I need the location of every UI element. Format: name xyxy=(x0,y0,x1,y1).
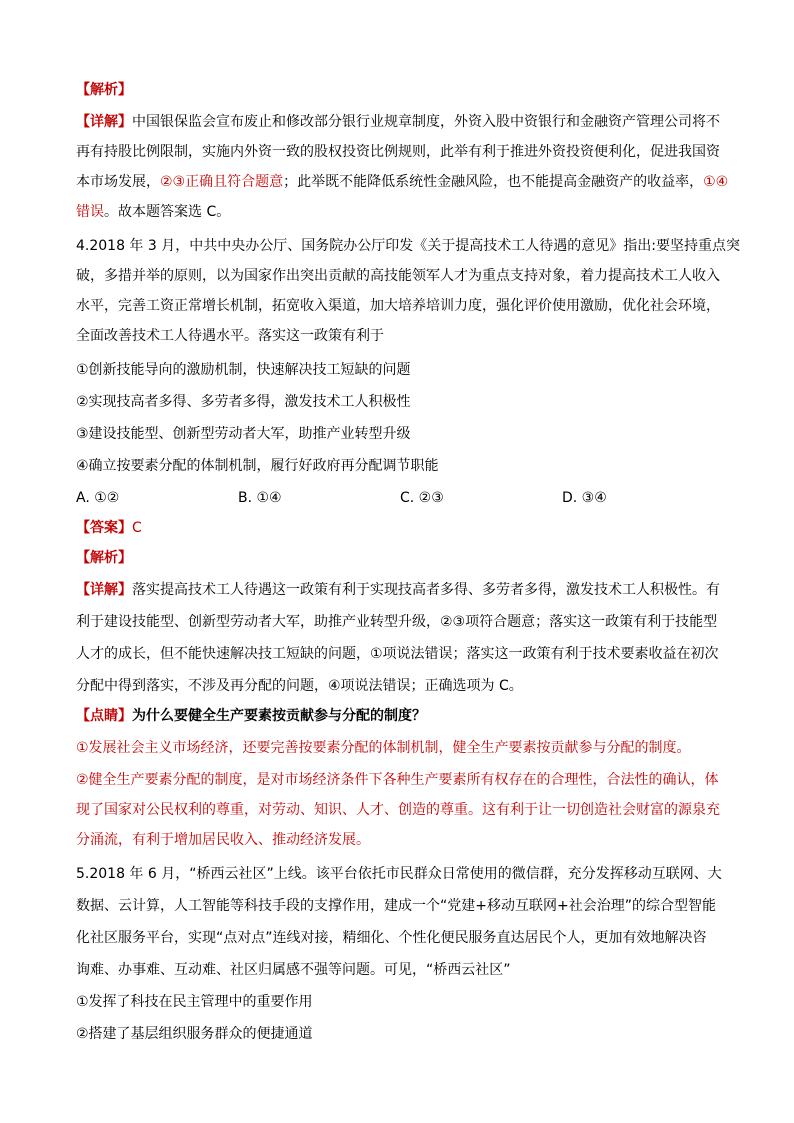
q4-stem-line-4: 全面改善技术工人待遇水平。落实这一政策有利于 xyxy=(76,328,384,344)
q4-stem-line-1: 4.2018 年 3 月，中共中央办公厅、国务院办公厅印发《关于提高技术工人待遇的意见》指出:要坚持重点突 xyxy=(76,238,740,254)
detail-label: 【详解】 xyxy=(76,114,132,130)
detail2-line-4: 分配中得到落实，不涉及再分配的问题，④项说法错误；正确选项为 C。 xyxy=(76,678,523,694)
q5-stem-line-2: 数据、云计算，人工智能等科技手段的支撑作用，建成一个“党建+移动互联网+社会治理”的综合型智能 xyxy=(76,898,716,914)
q4-stem-line-3: 水平，完善工资正常增长机制，拓宽收入渠道，加大培养培训力度，强化评价使用激励，优化社会环境， xyxy=(76,298,720,314)
tip-label: 【点睛】 xyxy=(76,708,132,724)
q4-choice-c: C. ②③ xyxy=(400,490,444,506)
tip-point-2-line-1: ②健全生产要素分配的制度，是对市场经济条件下各种生产要素所有权存在的合理性，合法性的确认，体 xyxy=(76,772,719,788)
q5-option-2: ②搭建了基层组织服务群众的便捷通道 xyxy=(76,1026,313,1042)
detail-line-3 xyxy=(76,172,729,192)
tip-point-2-line-2: 现了国家对公民权利的尊重，对劳动、知识、人才、创造的尊重。这有利于让一切创造社会财富的源泉充 xyxy=(76,802,720,818)
detail-text: 本市场发展， xyxy=(76,174,160,190)
detail-text: 中国银保监会宣布废止和修改部分银行业规章制度，外资入股中资银行和金融资产管理公司将不 xyxy=(132,114,720,130)
tip-point-1: ①发展社会主义市场经济，还要完善按要素分配的体制机制，健全生产要素按贡献参与分配的制度。 xyxy=(76,740,691,756)
answer-label: 【答案】 xyxy=(76,520,132,536)
detail-label-2: 【详解】 xyxy=(76,582,132,598)
detail-text: 。故本题答案选 C。 xyxy=(104,204,231,220)
detail-text: ；此举既不能降低系统性金融风险，也不能提高金融资产的收益率， xyxy=(283,174,704,190)
q5-stem-line-3: 化社区服务平台，实现“点对点”连线对接，精细化、个性化便民服务直达居民个人，更加有效地解决咨 xyxy=(76,930,707,946)
analysis-label-2: 【解析】 xyxy=(76,550,132,566)
q5-stem-line-1: 5.2018 年 6 月，“桥西云社区”上线。该平台依托市民群众日常使用的微信群，充分发挥移动互联网、大 xyxy=(76,866,722,882)
tip-title-line xyxy=(76,706,726,726)
detail-line-4 xyxy=(76,202,726,222)
detail2-line-1 xyxy=(76,580,726,600)
detail-line-2: 再有持股比例限制，实施内外资一致的股权投资比例规则，此举有利于推进外资投资便利化，促进我国资 xyxy=(76,144,720,160)
q4-option-3: ③建设技能型、创新型劳动者大军，助推产业转型升级 xyxy=(76,426,411,442)
q4-choice-a: A. ①② xyxy=(76,490,120,506)
q4-option-4: ④确立按要素分配的体制机制，履行好政府再分配调节职能 xyxy=(76,458,439,474)
q4-choice-d: D. ③④ xyxy=(562,490,607,506)
answer-value: C xyxy=(132,520,142,536)
wrong-options-text: ①④ xyxy=(703,174,729,190)
q4-stem-line-2: 破，多措并举的原则，以为国家作出突出贡献的高技能领军人才为重点支持对象，着力提高技术工人收入 xyxy=(76,268,720,284)
tip-point-2-line-3: 分涌流，有利于增加居民收入、推动经济发展。 xyxy=(76,832,370,848)
q4-option-2: ②实现技高者多得、多劳者多得，激发技术工人积极性 xyxy=(76,394,411,410)
detail-text: 落实提高技术工人待遇这一政策有利于实现技高者多得、多劳者多得，激发技术工人积极性。有 xyxy=(132,582,720,598)
analysis-label: 【解析】 xyxy=(76,82,132,98)
tip-title: 为什么要健全生产要素按贡献参与分配的制度？ xyxy=(132,708,426,724)
detail-line-1 xyxy=(76,112,726,132)
q4-choice-b: B. ①④ xyxy=(238,490,282,506)
q4-option-1: ①创新技能导向的激励机制，快速解决技工短缺的问题 xyxy=(76,362,411,378)
q5-stem-line-4: 询难、办事难、互动难、社区归属感不强等问题。可见，“桥西云社区” xyxy=(76,962,511,978)
detail2-line-2: 利于建设技能型、创新型劳动者大军，助推产业转型升级，②③项符合题意；落实这一政策有利于技能型 xyxy=(76,614,718,630)
q5-option-1: ①发挥了科技在民主管理中的重要作用 xyxy=(76,994,313,1010)
wrong-label-text: 错误 xyxy=(76,204,104,220)
detail2-line-3: 人才的成长，但不能快速解决技工短缺的问题，①项说法错误；落实这一政策有利于技术要素收益在初次 xyxy=(76,646,719,662)
answer-line xyxy=(76,518,726,538)
correct-options-text: ②③正确且符合题意 xyxy=(160,174,284,190)
